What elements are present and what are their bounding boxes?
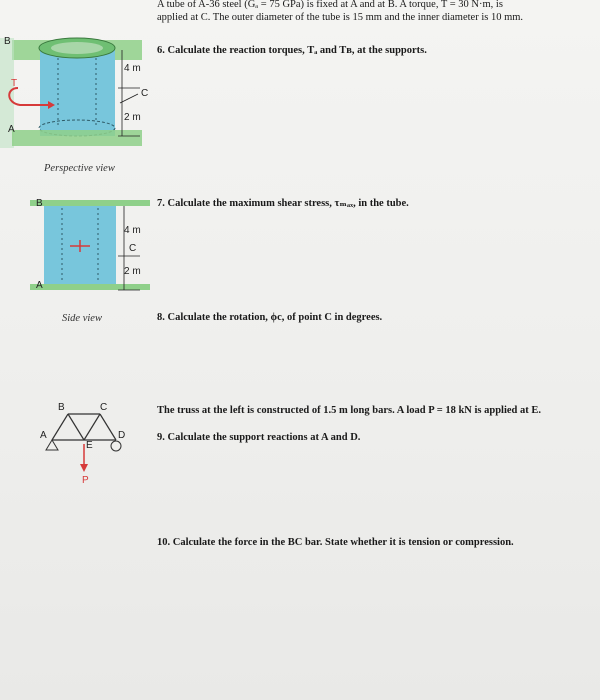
question-6: 6. Calculate the reaction torques, Tₐ and Tʙ, at the supports. [157,45,427,56]
question-9: 9. Calculate the support reactions at A and D. [157,432,361,443]
truss-label-b: B [58,402,65,413]
persp-label-c: C [141,88,149,99]
side-label-a: A [36,280,43,291]
truss-bar-ce [84,414,100,440]
truss-bar-be [68,414,84,440]
intro-line-2: applied at C. The outer diameter of the tube is 15 mm and the inner diameter is 10 mm. [157,12,524,23]
truss-bar-cd [100,414,116,440]
persp-dim-4m: 4 m [124,63,141,74]
truss-label-p: P [82,475,89,486]
question-7: 7. Calculate the maximum shear stress, τₘₐₓ, in the tube. [157,198,409,209]
support-d-roller-icon [111,441,121,451]
side-bottom-support [30,284,150,290]
truss-label-e: E [86,440,93,451]
perspective-view-caption: Perspective view [44,163,115,174]
side-top-support [30,200,150,206]
persp-dim-2m: 2 m [124,112,141,123]
support-a-icon [46,440,58,450]
tube-top-inner [51,42,103,54]
side-dim-4m: 4 m [124,225,141,236]
side-view-caption: Side view [62,313,102,324]
bottom-support-plate [12,130,142,146]
question-8: 8. Calculate the rotation, ϕc, of point C in degrees. [157,312,383,323]
truss-intro: The truss at the left is constructed of 1.5 m long bars. A load P = 18 kN is applied at E. [157,405,542,416]
intro-line-1: A tube of A-36 steel (Gₐ = 75 GPa) is fixed at A and at B. A torque, T = 30 N·m, is [157,0,503,10]
persp-label-b: B [4,36,11,47]
side-dim-2m: 2 m [124,266,141,277]
truss-label-d: D [118,430,126,441]
truss-bar-ab [52,414,68,440]
persp-label-t: T [11,78,18,89]
truss-label-c: C [100,402,108,413]
persp-label-a: A [8,124,15,135]
truss-label-a: A [40,430,47,441]
question-10: 10. Calculate the force in the BC bar. State whether it is tension or compression. [157,537,514,548]
side-label-b: B [36,198,43,209]
side-label-c: C [129,243,137,254]
